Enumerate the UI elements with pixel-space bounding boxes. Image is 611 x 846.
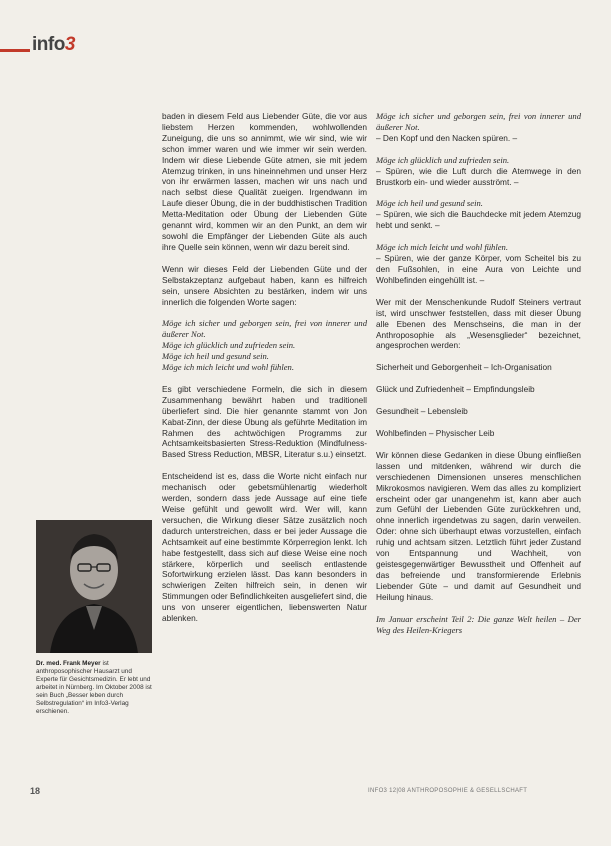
wesensglied-line: Sicherheit und Geborgenheit – Ich-Organisation — [376, 362, 552, 373]
wesensglied-line: Gesundheit – Lebensleib — [376, 406, 468, 417]
paragraph: baden in diesem Feld aus Liebender Güte, die vor aus liebstem Herzen kommenden, wohlwollenden Zuneigung, die uns so annimmt, wie wir sind, wie wir schon immer waren und wie immer wir sein werden. Indem wir diese Liebende Güte atmen, sie mit jedem Atemzug trinken, in uns hineinnehmen und unser Herz von ihr erwärmen lassen, machen wir uns nach und nach selbst diese Qualität zueigen. Irgendwann im Laufe dieser Übung, die in der buddhistischen Tradition Metta-Meditation oder Übung der Liebenden Güte genannt wird, kommen wir an den Punkt, an dem wir sowohl die Empfänger der Liebenden Güte als auch ihre Quelle sein können, wenn wir dazu bereit sind. — [162, 111, 367, 252]
body-instruction: – Spüren, wie die Luft durch die Atemwege in den Brustkorb ein- und wieder ausströmt. – — [376, 165, 581, 187]
author-bio: ist anthroposophischer Hausarzt und Experte für Gesichtsmedizin. Er lebt und arbeitet in Nürnberg. Im Oktober 2008 ist sein Buch „Besser leben durch Selbstregulation“ im Info3-Verlag erschienen. — [36, 660, 152, 715]
affirmation-line: Möge ich heil und gesund sein. — [376, 198, 483, 209]
author-caption — [36, 660, 154, 716]
affirmation-pair — [376, 198, 581, 231]
page-number: 18 — [30, 786, 41, 796]
wesensglied-line: Wohlbefinden – Physischer Leib — [376, 428, 495, 439]
logo-text: info — [32, 34, 65, 55]
affirmation-line: Möge ich sicher und geborgen sein, frei von innerer und äußerer Not. — [162, 318, 367, 340]
affirmation-pair — [376, 242, 581, 286]
left-text-column — [162, 111, 367, 635]
affirmation-pair — [376, 155, 581, 188]
body-instruction: – Spüren, wie der ganze Körper, vom Scheitel bis zu den Fußsohlen, in eine Aura von Leichte und Wohlbefinden eingehüllt ist. – — [376, 253, 581, 285]
author-photo — [36, 520, 152, 653]
affirmation-line: Möge ich mich leicht und wohl fühlen. — [376, 242, 508, 253]
affirmation-line: Möge ich glücklich und zufrieden sein. — [376, 154, 510, 165]
author-name: Dr. med. Frank Meyer — [36, 660, 101, 667]
body-instruction: – Den Kopf und den Nacken spüren. – — [376, 132, 518, 143]
affirmation-line: Möge ich mich leicht und wohl fühlen. — [162, 362, 294, 373]
magazine-logo — [32, 34, 75, 56]
wesensglied-line: Glück und Zufriedenheit – Empfindungsleib — [376, 384, 535, 395]
series-note: Im Januar erscheint Teil 2: Die ganze Welt heilen – Der Weg des Heilen-Kriegers — [376, 613, 581, 635]
body-instruction: – Spüren, wie sich die Bauchdecke mit jedem Atemzug hebt und senkt. – — [376, 209, 581, 231]
paragraph: Wer mit der Menschenkunde Rudolf Steiners vertraut ist, wird unschwer feststellen, dass mit dieser Übung alle Ebenen des Menschseins, die man in der Anthroposophie als „Wesensglieder“ bezeichnet, angesprochen werden: — [376, 296, 581, 351]
paragraph: Wenn wir dieses Feld der Liebenden Güte und der Selbstakzeptanz aufgebaut haben, kann es hilfreich sein, unsere Absichten zu bestärken, indem wir uns innerlich die folgenden Worte sagen: — [162, 263, 367, 307]
right-text-column — [376, 111, 581, 646]
paragraph: Entscheidend ist es, dass die Worte nicht einfach nur mechanisch oder gebetsmühlenartig wiederholt werden, sondern dass jede Aussage auf eine tiefe Weise gefühlt und gewollt wird. Wer will, kann versuchen, die Wirkung dieser Sätze zusätzlich noch dadurch unterstreichen, dass er bei jeder Aussage die Achtsamkeit auf eine bestimmte Körperregion lenkt. Ich habe festgestellt, dass sich auf diese Weise eine noch stärkere, körperlich und seelisch entlastende Sofortwirkung erzielen lässt. Das kann besonders in schwierigen Zeiten hilfreich sein, in denen wir Stimmungen oder Befindlichkeiten ausgeliefert sind, die uns von unserer eigentlichen, liebenswerten Natur ablenken. — [162, 471, 367, 624]
issue-footer: INFO3 12|08 ANTHROPOSOPHIE & GESELLSCHAFT — [368, 788, 528, 794]
affirmation-line: Möge ich heil und gesund sein. — [162, 351, 269, 362]
paragraph: Wir können diese Gedanken in diese Übung einfließen lassen und mitdenken, während wir durch die verschiedenen Dimensionen unseres menschlichen Mikrokosmos navigieren. Wem das alles zu kompliziert erscheint oder gar unangenehm ist, kann aber auch zum Gefühl der Liebenden Güte zurückkehren und, ohne innerlich irgendetwas zu sagen, darin verweilen. Oder: ohne sich überhaupt etwas vorzustellen, einfach ruhig und achtsam sitzen. Letztlich führt jeder Zustand von Entspannung und Wachheit, von geistesgegenwärtiger Bewusstheit und Offenheit auf das befreiende und transformierende Erlebnis Liebender Güte – und damit auf Gesundheit und Heilung hinaus. — [376, 449, 581, 602]
paragraph: Es gibt verschiedene Formeln, die sich in diesem Zusammenhang bewährt haben und traditionell überliefert sind. Die hier genannte stammt von Jon Kabat-Zinn, der diese Übung als geführte Meditation im Rahmen des achtwöchigen Programms zur Achtsamkeitsbasierten Stress-Reduktion (Mindfulness-Based Stress Reduction, MBSR, Literatur s.u.) einsetzt. — [162, 383, 367, 460]
affirmation-pair — [376, 111, 581, 144]
logo-number: 3 — [64, 34, 75, 55]
header-rule — [0, 49, 30, 52]
affirmation-line: Möge ich sicher und geborgen sein, frei von innerer und äußerer Not. — [376, 111, 581, 132]
affirmation-block — [162, 318, 367, 373]
affirmation-line: Möge ich glücklich und zufrieden sein. — [162, 340, 296, 351]
